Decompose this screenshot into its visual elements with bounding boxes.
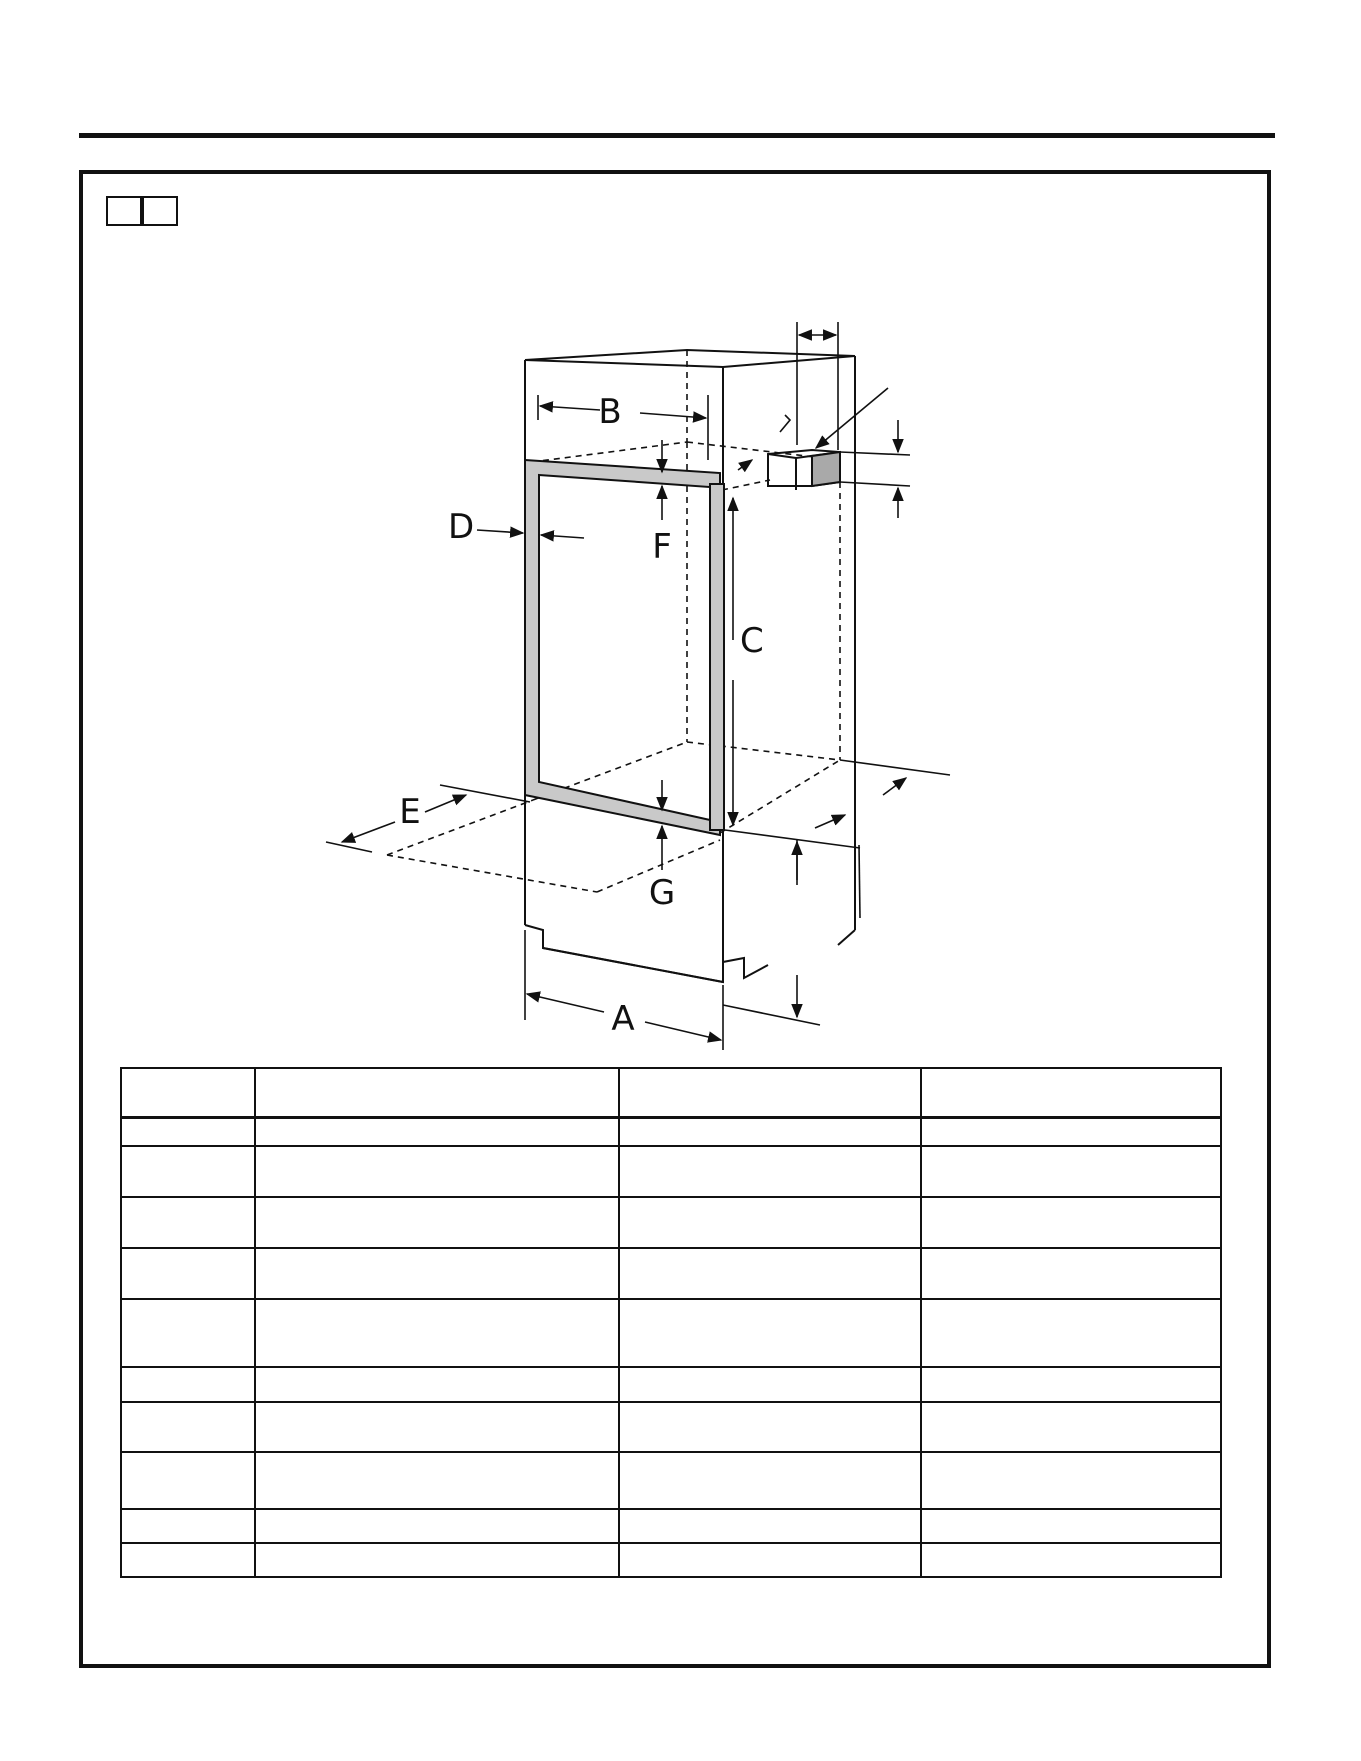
table-cell: [255, 1452, 619, 1508]
table-cell: [255, 1248, 619, 1299]
dimension-label-f: F: [652, 527, 672, 567]
dimension-label-c: C: [740, 621, 764, 661]
table-cell: [921, 1248, 1221, 1299]
table-cell: [121, 1509, 255, 1543]
table-cell: [921, 1197, 1221, 1247]
table-cell: [921, 1299, 1221, 1367]
table-cell: [121, 1299, 255, 1367]
dimension-label-a: A: [611, 999, 635, 1039]
table-cell: [921, 1367, 1221, 1402]
table-cell: [121, 1146, 255, 1197]
table-cell: [121, 1452, 255, 1508]
table-cell: [121, 1248, 255, 1299]
table-cell: [921, 1146, 1221, 1197]
table-cell: [921, 1452, 1221, 1508]
table-row: [121, 1248, 1221, 1299]
table-cell: [921, 1543, 1221, 1577]
table-cell: [619, 1299, 921, 1367]
table-row: [121, 1543, 1221, 1577]
table-cell: [619, 1367, 921, 1402]
table-cell: [255, 1367, 619, 1402]
table-row: [121, 1197, 1221, 1247]
dimension-table: [120, 1067, 1222, 1578]
table-row: [121, 1117, 1221, 1146]
table-cell: [255, 1299, 619, 1367]
table-cell: [619, 1248, 921, 1299]
table-cell: [619, 1146, 921, 1197]
table-cell: [121, 1543, 255, 1577]
table-cell: [255, 1146, 619, 1197]
table-cell: [619, 1197, 921, 1247]
table-row: [121, 1509, 1221, 1543]
header-cell: [121, 1068, 255, 1117]
table-row: [121, 1402, 1221, 1452]
table-row: [121, 1452, 1221, 1508]
table-cell: [619, 1543, 921, 1577]
dimension-label-b: B: [598, 392, 622, 432]
outlet-box: [768, 450, 840, 490]
table-cell: [921, 1402, 1221, 1452]
header-cell: [619, 1068, 921, 1117]
dimension-label-e: E: [399, 792, 421, 832]
table-cell: [619, 1509, 921, 1543]
header-cell: [255, 1068, 619, 1117]
table-cell: [619, 1117, 921, 1146]
header-cell: [921, 1068, 1221, 1117]
table-cell: [619, 1402, 921, 1452]
cabinet-top-face: [525, 350, 855, 367]
table-cell: [619, 1452, 921, 1508]
table-row: [121, 1146, 1221, 1197]
table-cell: [255, 1197, 619, 1247]
table-cell: [121, 1197, 255, 1247]
table-cell: [121, 1402, 255, 1452]
dimension-label-d: D: [448, 507, 475, 547]
table-row: [121, 1299, 1221, 1367]
table-cell: [255, 1402, 619, 1452]
table-cell: [921, 1117, 1221, 1146]
table-cell: [921, 1509, 1221, 1543]
table-cell: [121, 1367, 255, 1402]
dimension-label-g: G: [648, 873, 676, 913]
table-cell: [255, 1509, 619, 1543]
table-cell: [255, 1543, 619, 1577]
cutout-trim-frame: [525, 460, 720, 835]
table-cell: [121, 1117, 255, 1146]
cabinet-toe-kick: [525, 925, 768, 982]
table-row: [121, 1367, 1221, 1402]
table-header-row: [121, 1068, 1221, 1117]
table-cell: [255, 1117, 619, 1146]
